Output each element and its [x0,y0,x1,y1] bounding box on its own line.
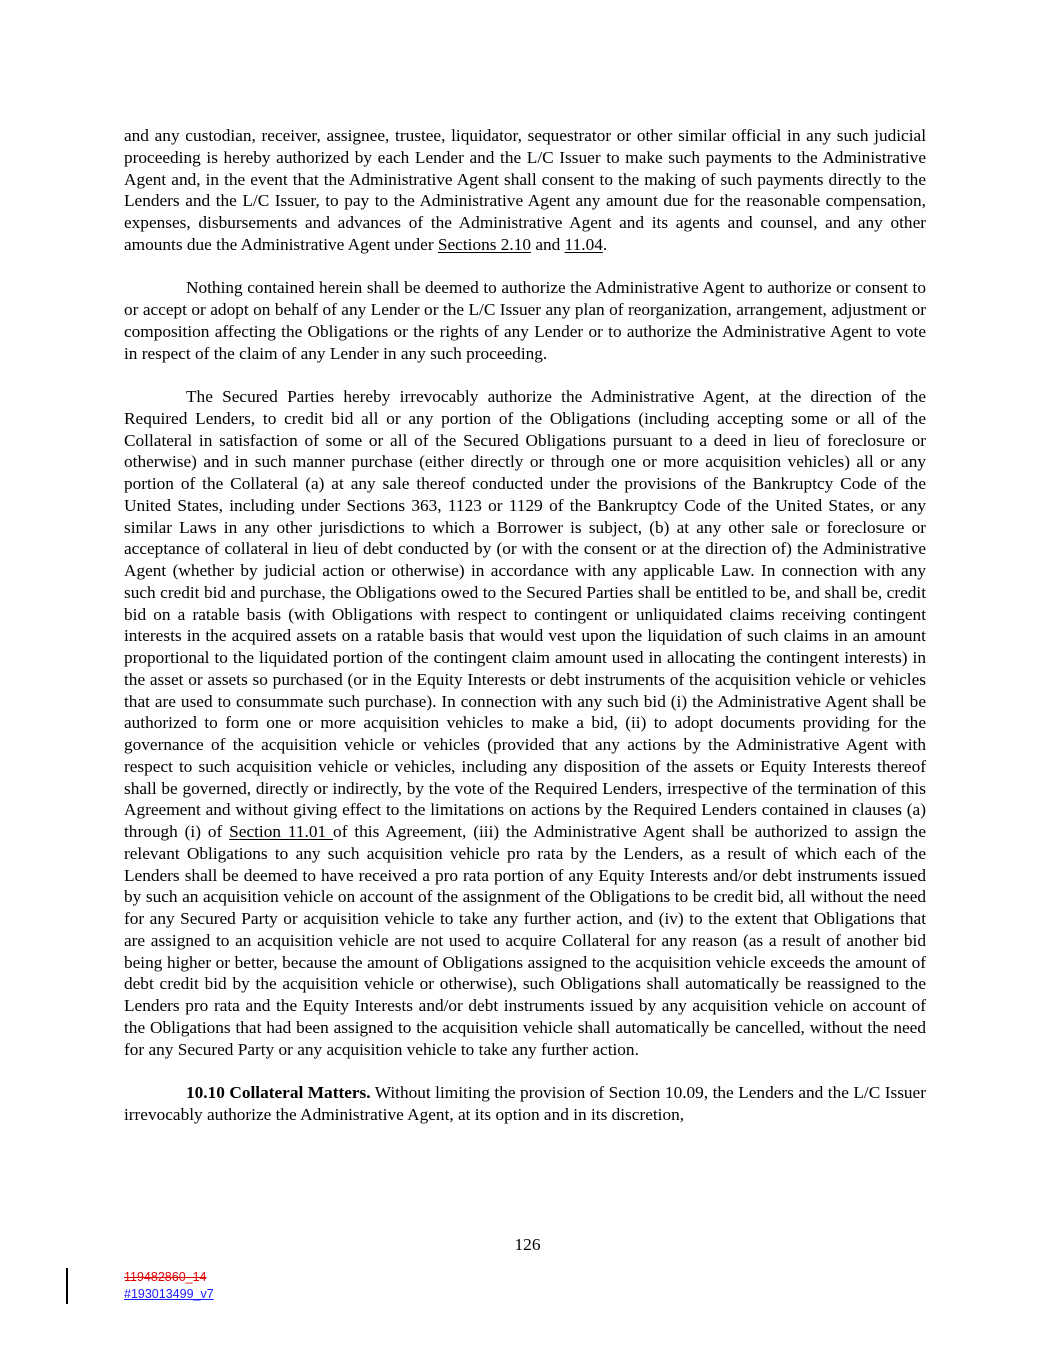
document-id-inserted: #193013499_v7 [124,1287,214,1301]
paragraph-text: and any custodian, receiver, assignee, trustee, liquidator, sequestrator or other similar official in any such judicial proceeding is hereby authorized by each Lender and the L/C Issuer to make such payments to the Administrative Agent and, in the event that the Administrative Agent shall consent to the making of such payments directly to the Lenders and the L/C Issuer, to pay to the Administrative Agent any amount due for the reasonable compensation, expenses, disbursements and advances of the Administrative Agent and its agents and counsel, and any other amounts due the Administrative Agent under [124,126,926,254]
paragraph-collateral-matters [124,1082,926,1126]
page-body [124,125,926,1147]
paragraph-nothing-contained: Nothing contained herein shall be deemed to authorize the Administrative Agent to authorize or consent to or accept or adopt on behalf of any Lender or the L/C Issuer any plan of reorganization, arrangement, adjustment or composition affecting the Obligations or the rights of any Lender or to authorize the Administrative Agent to vote in respect of the claim of any Lender in any such proceeding. [124,278,926,363]
change-bar [66,1268,68,1304]
paragraph-text: and [531,234,565,254]
paragraph-continuation [124,125,926,256]
paragraph-text: of this Agreement, (iii) the Administrative Agent shall be authorized to assign the relevant Obligations to any such acquisition vehicle pro rata by the Lenders, as a result of which each of the Lenders shall be deemed to have received a pro rata portion of any Equity Interests and/or debt instruments issued by such an acquisition vehicle on account of the assignment of the Obligations to be credit bid, all without the need for any Secured Party or acquisition vehicle to take any further action, and (iv) to the extent that Obligations that are assigned to an acquisition vehicle are not used to acquire Collateral for any reason (as a result of another bid being higher or better, because the amount of Obligations assigned to the acquisition vehicle exceeds the amount of debt credit bid by the acquisition vehicle or otherwise), such Obligations shall automatically be reassigned to the Lenders pro rata and the Equity Interests and/or debt instruments issued by any acquisition vehicle on account of the Obligations that had been assigned to the acquisition vehicle shall automatically be cancelled, without the need for any Secured Party or any acquisition vehicle to take any further action. [124,822,926,1059]
paragraph-credit-bid [124,386,926,1060]
section-heading: 10.10 Collateral Matters. [186,1083,371,1102]
section-reference-link[interactable]: 11.04 [564,234,603,254]
document-id-deleted: 119482860_14 [124,1270,207,1284]
paragraph-text: . [602,234,608,254]
page-number: 126 [514,1235,541,1254]
paragraph-text: Without limiting the provision of Section 10.09, the Lenders and the L/C Issuer irrevocably authorize the Administrative Agent, at its option and in its discretion, [124,1083,926,1124]
paragraph-text: The Secured Parties hereby irrevocably authorize the Administrative Agent, at the direction of the Required Lenders, to credit bid all or any portion of the Obligations (including accepting some or all of the Collateral in satisfaction of some or all of the Secured Obligations pursuant to a deed in lieu of foreclosure or otherwise) and in such manner purchase (either directly or through one or more acquisition vehicles) all or any portion of the Collateral (a) at any sale thereof conducted under the provisions of the Bankruptcy Code of the United States, including under Sections 363, 1123 or 1129 of the Bankruptcy Code of the United States, or any similar Laws in any other jurisdictions to which a Borrower is subject, (b) at any other sale or foreclosure or acceptance of collateral in lieu of debt conducted by (or with the consent or at the direction of) the Administrative Agent (whether by judicial action or otherwise) in accordance with any applicable Law. In connection with any such credit bid and purchase, the Obligations owed to the Secured Parties shall be entitled to be, and shall be, credit bid on a ratable basis (with Obligations with respect to contingent or unliquidated claims receiving contingent interests in the acquired assets on a ratable basis that would vest upon the liquidation of such claims in an amount proportional to the liquidated portion of the contingent claim amount used in allocating the contingent interests) in the asset or assets so purchased (or in the Equity Interests or debt instruments of the acquisition vehicle or vehicles that are used to consummate such purchase). In connection with any such bid (i) the Administrative Agent shall be authorized to form one or more acquisition vehicles to make a bid, (ii) to adopt documents providing for the governance of the acquisition vehicle or vehicles (provided that any actions by the Administrative Agent with respect to such acquisition vehicle or vehicles, including any disposition of the assets or Equity Interests thereof shall be governed, directly or indirectly, by the vote of the Required Lenders, irrespective of the termination of this Agreement and without giving effect to the limitations on actions by the Required Lenders contained in clauses (a) through (i) of [124,387,926,841]
section-reference-link[interactable]: Sections 2.10 [437,234,532,254]
section-reference-link[interactable]: Section 11.01 [229,822,334,841]
